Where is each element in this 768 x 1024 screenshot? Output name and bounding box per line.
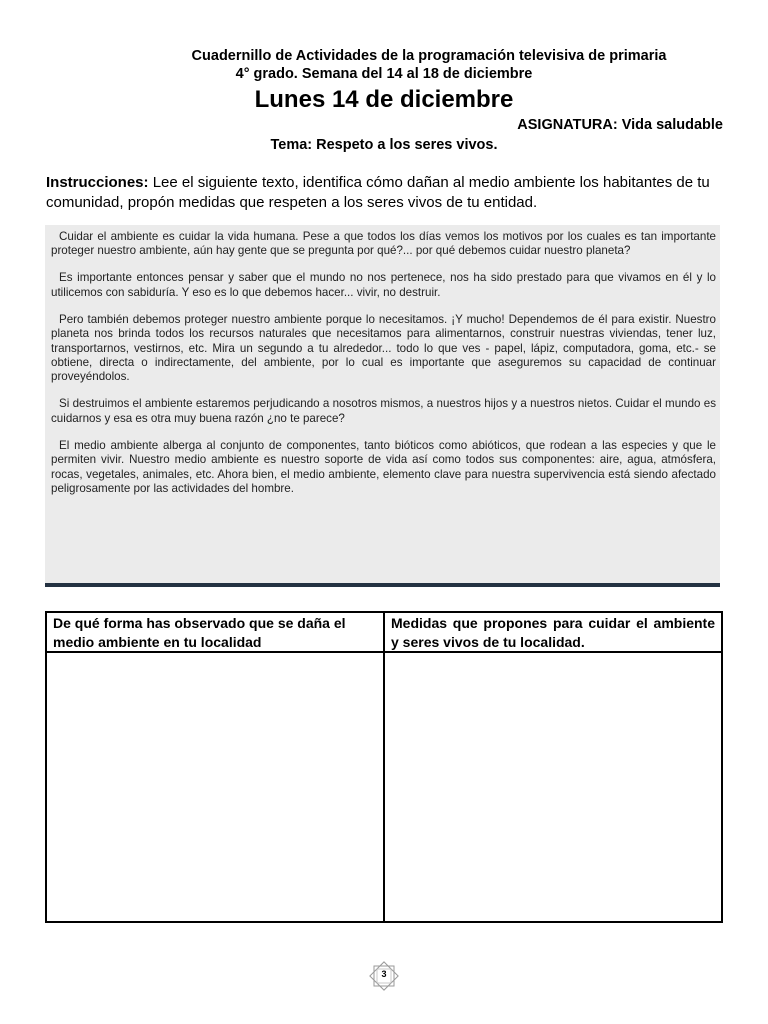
reading-paragraph: Cuidar el ambiente es cuidar la vida humana. Pese a que todos los días vemos los motivos por los cuales es tan importante proteger nuestro ambiente, aún hay gente que se pregunta por qué?... por qué debemos cuidar nuestro planeta? xyxy=(51,230,716,258)
column-header-damage: De qué forma has observado que se daña el medio ambiente en tu localidad xyxy=(47,613,383,653)
answer-area-measures[interactable] xyxy=(385,653,721,921)
grade-week: 4° grado. Semana del 14 al 18 de diciembre xyxy=(235,66,533,82)
booklet-title: Cuadernillo de Actividades de la programación televisiva de primaria xyxy=(191,48,667,64)
reading-paragraph: El medio ambiente alberga al conjunto de componentes, tanto bióticos como abióticos, que rodean a las especies y que le permiten vivir. Nuestro medio ambiente es nuestro soporte de vida así como todos sus componentes: aire, agua, atmósfera, rocas, vegetales, animales, etc. Ahora bien, el medio ambiente, elemento clave para nuestra supervivencia está siendo afectado peligrosamente por las actividades del hombre. xyxy=(51,438,716,496)
answer-area-damage[interactable] xyxy=(47,653,383,921)
worksheet-column-measures xyxy=(383,613,721,921)
reading-paragraph: Pero también debemos proteger nuestro ambiente porque lo necesitamos. ¡Y mucho! Dependemos de él para existir. Nuestro planeta nos brinda todos los recursos naturales que necesitamos para alimentarnos, construir nuestras viviendas, tener luz, transportarnos, vestirnos, etc. Mira un segundo a tu alrededor... todo lo que ves - papel, lápiz, computadora, goma, etc.- se obtiene, directa o indirectamente, del ambiente, por lo cual es importante que aseguremos su capacidad de continuar proveyéndolos. xyxy=(51,312,716,384)
instructions-text: Lee el siguiente texto, identifica cómo dañan al medio ambiente los habitantes de tu comunidad, propón medidas que respeten a los seres vivos de tu entidad. xyxy=(46,174,710,211)
worksheet-column-damage xyxy=(47,613,383,921)
reading-paragraph: Es importante entonces pensar y saber que el mundo no nos pertenece, nos ha sido prestado para que vivamos en él y lo utilicemos con sabiduría. Y eso es lo que debemos hacer... vivir, no destruir. xyxy=(51,271,716,299)
column-header-measures: Medidas que propones para cuidar el ambiente y seres vivos de tu localidad. xyxy=(385,613,721,653)
reading-passage xyxy=(45,225,720,587)
instructions-label: Instrucciones: xyxy=(46,174,149,191)
instructions xyxy=(46,173,726,213)
day-title: Lunes 14 de diciembre xyxy=(254,86,514,113)
page-number: 3 xyxy=(381,969,387,979)
subject-label: ASIGNATURA: Vida saludable xyxy=(517,117,723,133)
topic-label: Tema: Respeto a los seres vivos. xyxy=(270,137,498,153)
worksheet-table xyxy=(45,611,723,923)
reading-paragraph: Si destruimos el ambiente estaremos perjudicando a nosotros mismos, a nuestros hijos y a nuestros nietos. Cuidar el mundo es cuidarnos y esa es otra muy buena razón ¿no te parece? xyxy=(51,397,716,425)
